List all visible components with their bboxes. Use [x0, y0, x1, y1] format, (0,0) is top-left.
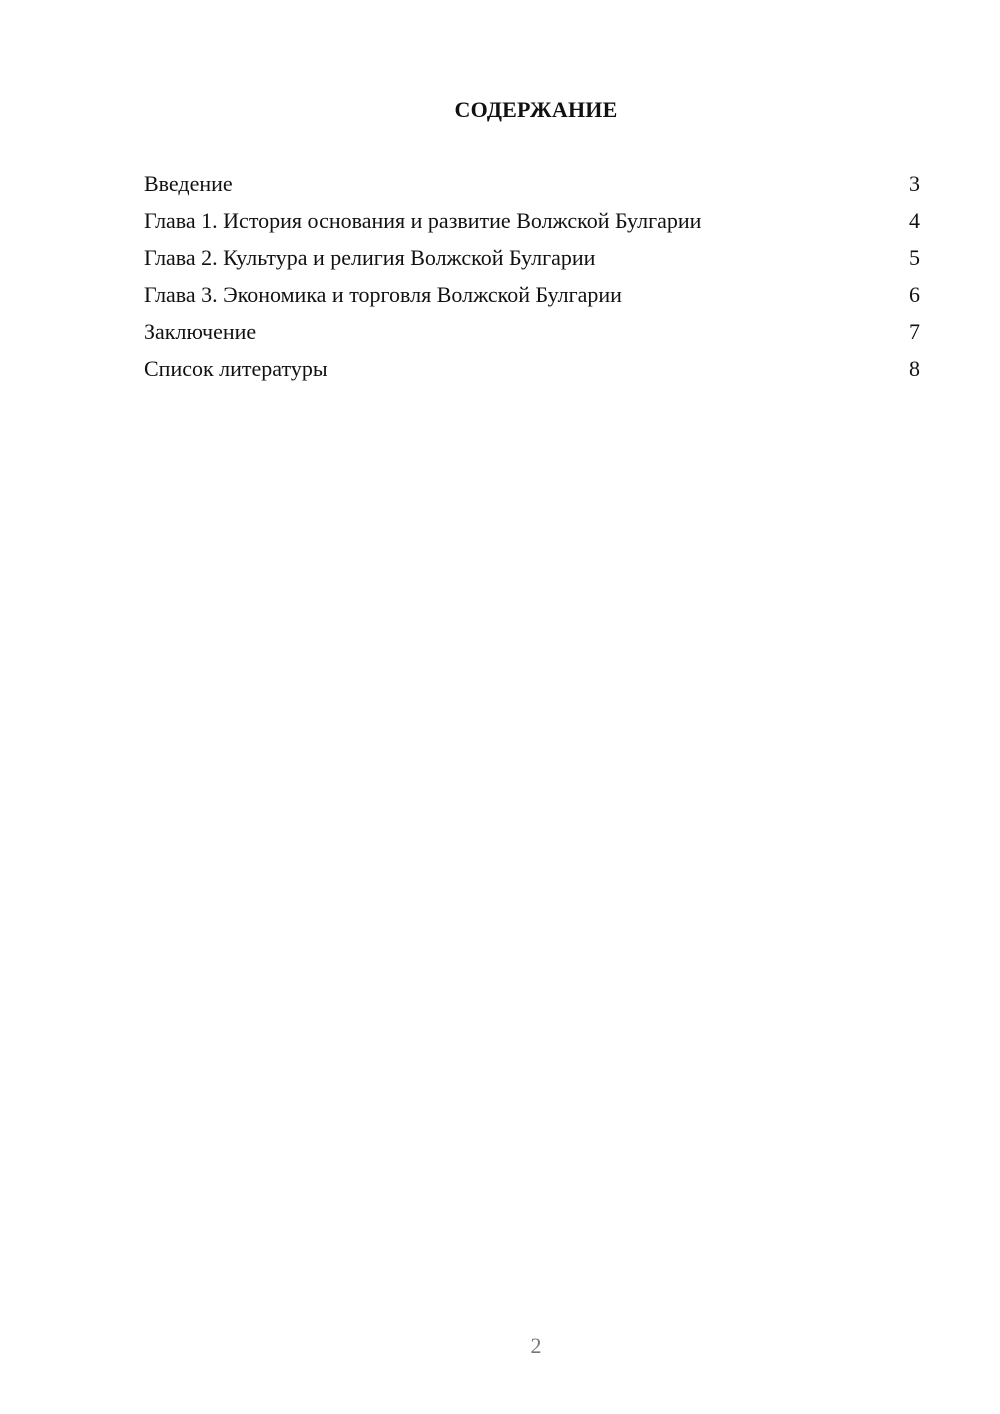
toc-item-conclusion — [144, 316, 920, 353]
toc-item-label: Введение — [144, 171, 233, 196]
toc-item-label: Глава 3. Экономика и торговля Волжской Булгарии — [144, 282, 622, 307]
toc-item-page: 8 — [909, 356, 920, 381]
toc-item-chapter-1 — [144, 205, 920, 242]
toc-item-introduction — [144, 168, 920, 205]
toc-item-page: 4 — [909, 208, 920, 233]
toc-item-page: 5 — [909, 245, 920, 270]
toc-item-chapter-3 — [144, 279, 920, 316]
toc-item-bibliography — [144, 353, 920, 390]
toc-item-label: Список литературы — [144, 356, 328, 381]
toc-item-label: Глава 1. История основания и развитие Волжской Булгарии — [144, 208, 702, 233]
toc-item-page: 6 — [909, 282, 920, 307]
table-of-contents — [144, 168, 920, 390]
toc-item-label: Глава 2. Культура и религия Волжской Булгарии — [144, 245, 596, 270]
page-title: СОДЕРЖАНИЕ — [454, 97, 618, 122]
toc-item-label: Заключение — [144, 319, 257, 344]
toc-item-chapter-2 — [144, 242, 920, 279]
toc-item-page: 7 — [909, 319, 920, 344]
toc-item-page: 3 — [909, 171, 920, 196]
page-number: 2 — [530, 1333, 542, 1358]
